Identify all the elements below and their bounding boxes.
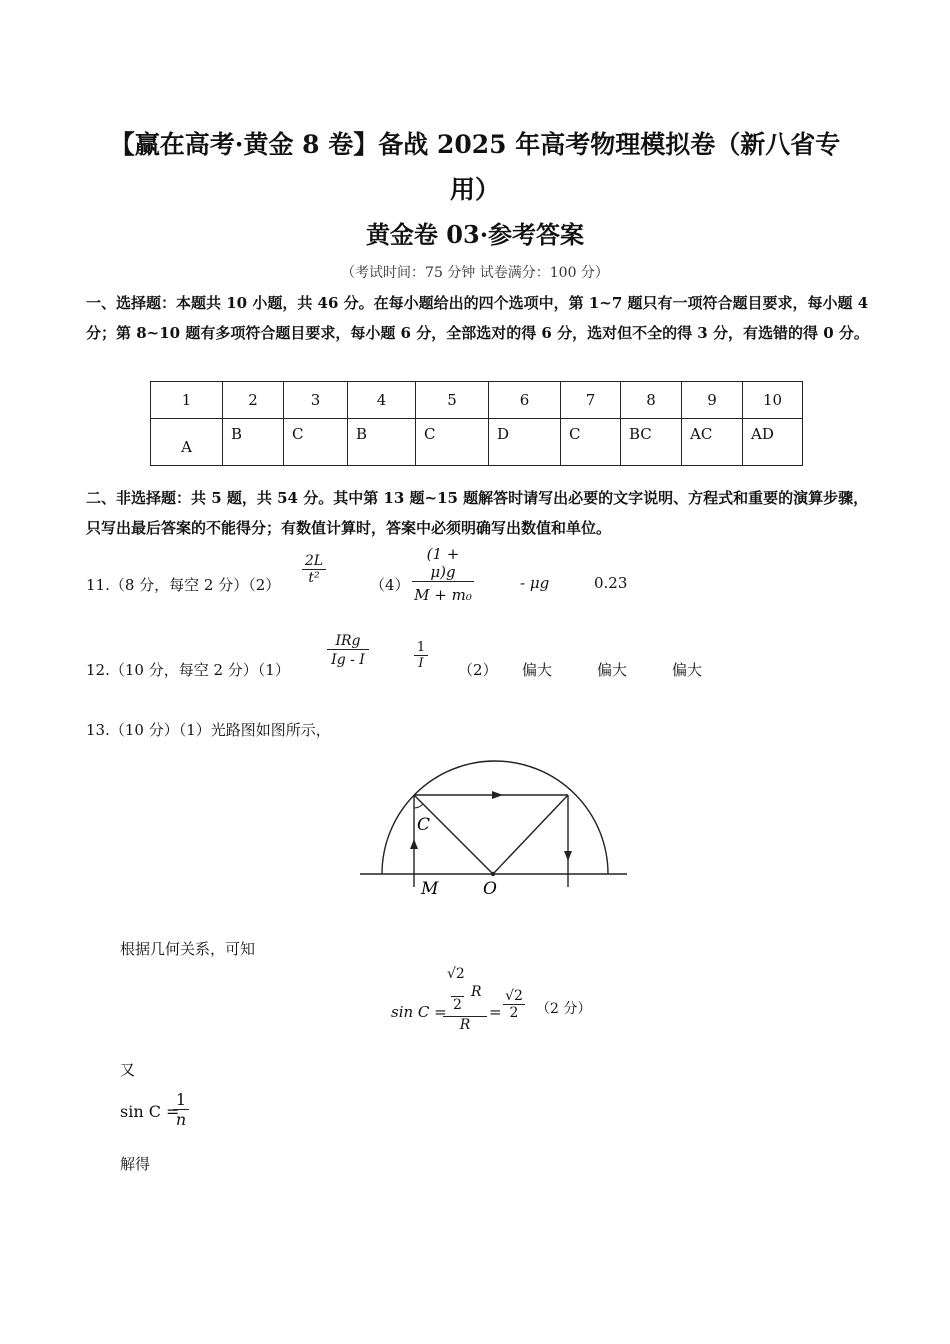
arrow-down-icon (564, 851, 572, 861)
eq2-numerator: 1 (175, 1090, 187, 1109)
q12-part2-label: （2） (458, 661, 498, 679)
semicircle-outline (382, 761, 608, 874)
eq2-lhs: sin C = (120, 1102, 180, 1121)
table-cell: AC (682, 419, 743, 466)
eq1-r-numerator: R (471, 984, 482, 1000)
angle-arc (414, 804, 423, 808)
paper-title-line1: 【赢在高考·黄金 8 卷】备战 2025 年高考物理模拟卷（新八省专 (109, 130, 841, 159)
q12-label: 12.（10 分，每空 2 分）（1） (86, 661, 290, 679)
table-cell: 3 (284, 382, 348, 419)
exam-info: （考试时间：75 分钟 试卷满分：100 分） (341, 265, 609, 281)
table-cell: 5 (416, 382, 489, 419)
q12-fraction-1 (327, 633, 369, 668)
paper-title-line2: 用） (449, 175, 500, 204)
q12-fraction-2 (414, 640, 428, 671)
q12-answer-b: 偏大 (597, 661, 628, 679)
eq1-score: （2 分） (536, 1001, 592, 1017)
q12-f2-denominator: I (414, 655, 428, 671)
table-cell: 7 (561, 382, 621, 419)
q11-answer-3: - μg (520, 574, 550, 592)
arrow-right-icon (492, 791, 503, 799)
light-path-diagram (355, 755, 645, 905)
table-cell: 9 (682, 382, 743, 419)
section2-instructions: 二、非选择题：共 5 题，共 54 分。其中第 13 题~15 题解答时请写出必要的文字说明、方程式和重要的演算步骤，只写出最后答案的不能得分；有数值计算时，答案中必须明确写出数值和单位。 (86, 489, 869, 537)
q13-text-solve: 解得 (120, 1155, 151, 1173)
table-cell: A (151, 419, 223, 466)
label-c: C (417, 815, 431, 835)
q12-f2-numerator: 1 (416, 640, 426, 655)
table-cell: 10 (743, 382, 803, 419)
q11-f2-numerator: (1 + μ)g (426, 545, 460, 581)
table-cell: C (416, 419, 489, 466)
q13-text-and: 又 (120, 1061, 136, 1079)
table-cell: D (489, 419, 561, 466)
q11-label: 11.（8 分，每空 2 分）（2） (86, 576, 281, 594)
table-cell: B (223, 419, 284, 466)
table-cell: 6 (489, 382, 561, 419)
eq1-denominator: R (443, 1016, 487, 1033)
table-cell: 2 (223, 382, 284, 419)
q11-answer-4: 0.23 (594, 574, 628, 592)
eq2-denominator: n (173, 1109, 189, 1129)
eq1-right-denominator: 2 (503, 1004, 525, 1021)
eq1-right-numerator: √2 (505, 988, 523, 1004)
q12-answer-a: 偏大 (522, 661, 553, 679)
table-cell: B (348, 419, 416, 466)
q12-f1-denominator: Ig - I (327, 649, 369, 668)
reflected-ray-right (493, 795, 568, 874)
q12-answer-c: 偏大 (672, 661, 703, 679)
table-cell: 8 (621, 382, 682, 419)
eq1-lhs: sin C = (391, 1003, 447, 1021)
q11-f1-numerator: 2L (304, 553, 324, 569)
q13-text-geometry: 根据几何关系，可知 (120, 940, 256, 958)
answer-table (150, 381, 803, 466)
q13-label: 13.（10 分）（1）光路图如图所示， (86, 721, 331, 739)
section1-instructions: 一、选择题：本题共 10 小题，共 46 分。在每小题给出的四个选项中，第 1~7 题只有一项符合题目要求，每小题 4 分；第 8~10 题有多项符合题目要求，每小题 6 分，全部选对的得 6 分，选对但不全的得 3 分，有选错的得 0 分。 (86, 294, 869, 342)
answer-table-answer-row (151, 419, 803, 466)
eq2-fraction (173, 1090, 189, 1129)
q11-f2-denominator: M + m₀ (412, 581, 474, 604)
q11-fraction-2 (412, 545, 474, 604)
eq1-right-fraction (503, 988, 525, 1021)
q11-f1-denominator: t² (302, 569, 326, 586)
table-cell: AD (743, 419, 803, 466)
table-cell: C (561, 419, 621, 466)
eq1-sqrt2: √2 (447, 966, 465, 982)
table-cell: BC (621, 419, 682, 466)
label-o: O (483, 879, 497, 899)
arrow-up-icon (410, 839, 418, 849)
eq1-inner-denominator: 2 (453, 997, 462, 1013)
label-m: M (421, 879, 439, 899)
eq1-equals: = (489, 1003, 502, 1021)
q11-part4-label: （4） (370, 576, 410, 594)
table-cell: C (284, 419, 348, 466)
q12-f1-numerator: IRg (335, 633, 361, 649)
paper-subtitle: 黄金卷 03·参考答案 (365, 220, 585, 249)
table-cell: 1 (151, 382, 223, 419)
answer-table-number-row (151, 382, 803, 419)
q11-fraction-1 (302, 553, 326, 586)
center-point-o (491, 872, 495, 876)
table-cell: 4 (348, 382, 416, 419)
